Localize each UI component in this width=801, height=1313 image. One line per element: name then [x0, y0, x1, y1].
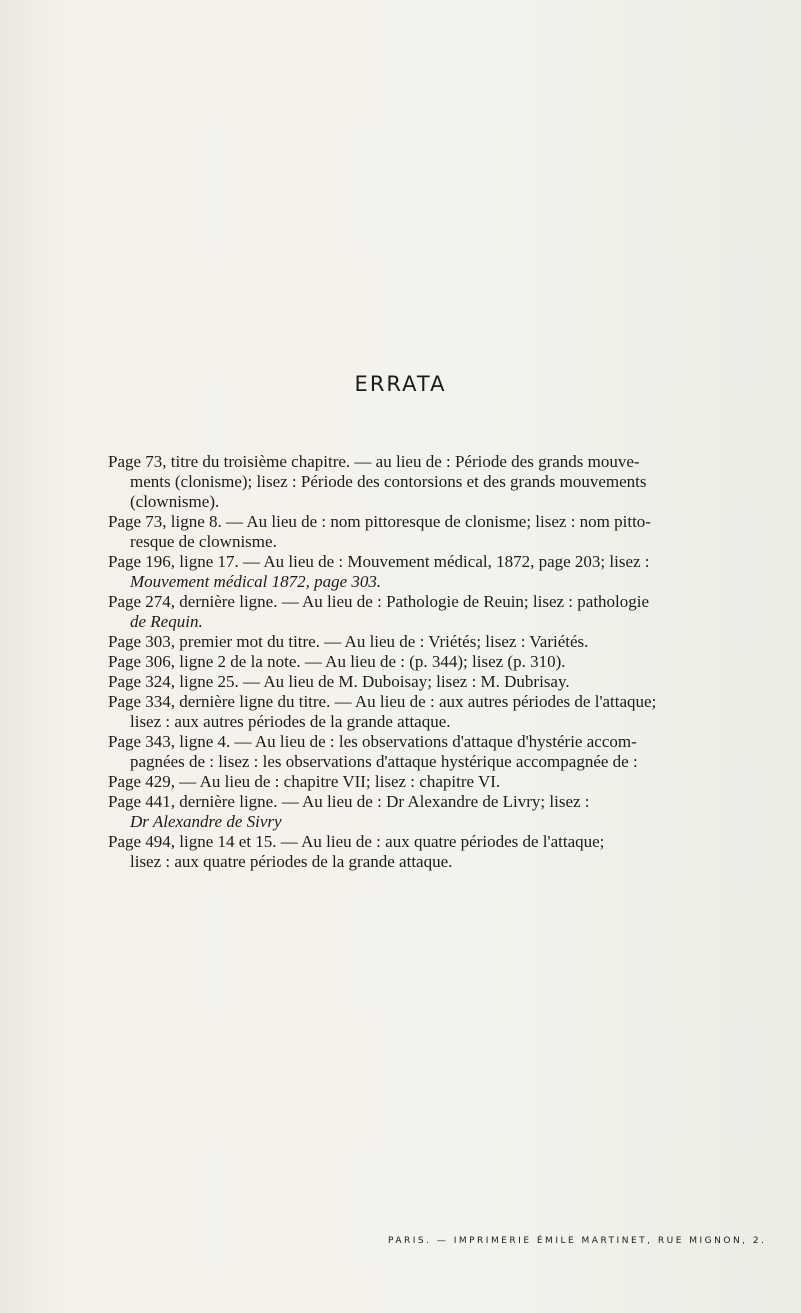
printer-imprint: PARIS. — IMPRIMERIE ÉMILE MARTINET, RUE MIGNON, 2.	[388, 1236, 767, 1246]
entry-line: Page 441, dernière ligne. — Au lieu de : Dr Alexandre de Livry; lisez :	[108, 792, 590, 811]
entry-line: Page 303, premier mot du titre. — Au lieu de : Vriétés; lisez : Variétés.	[108, 632, 589, 651]
entry-line: Page 334, dernière ligne du titre. — Au lieu de : aux autres périodes de l'attaque;	[108, 692, 657, 711]
entry-line: Page 306, ligne 2 de la note. — Au lieu de : (p. 344); lisez (p. 310).	[108, 652, 566, 671]
entry-line: ments (clonisme); lisez : Période des contorsions et des grands mouvements	[130, 472, 647, 491]
errata-entry	[108, 552, 708, 592]
errata-entry	[108, 652, 708, 672]
entry-line: pagnées de : lisez : les observations d'attaque hystérique accompagnée de :	[130, 752, 638, 771]
entry-line: resque de clownisme.	[130, 532, 277, 551]
entry-line: Page 324, ligne 25. — Au lieu de M. Duboisay; lisez : M. Dubrisay.	[108, 672, 570, 691]
entry-line: Page 274, dernière ligne. — Au lieu de : Pathologie de Reuin; lisez : pathologie	[108, 592, 650, 611]
errata-entry	[108, 632, 708, 652]
entry-line: Page 343, ligne 4. — Au lieu de : les observations d'attaque d'hystérie accom-	[108, 732, 637, 751]
entry-line: Page 73, titre du troisième chapitre. — au lieu de : Période des grands mouve-	[108, 452, 640, 471]
errata-entry	[108, 452, 708, 512]
entry-line: lisez : aux quatre périodes de la grande attaque.	[130, 852, 453, 871]
entry-line: Page 73, ligne 8. — Au lieu de : nom pittoresque de clonisme; lisez : nom pitto-	[108, 512, 651, 531]
page-title: ERRATA	[354, 372, 447, 396]
errata-entry	[108, 832, 708, 872]
errata-entry	[108, 692, 708, 732]
entry-line: Mouvement médical 1872, page 303.	[130, 572, 382, 591]
entry-line: lisez : aux autres périodes de la grande attaque.	[130, 712, 451, 731]
errata-entry	[108, 672, 708, 692]
entry-line: de Requin.	[130, 612, 203, 631]
entry-line: Page 494, ligne 14 et 15. — Au lieu de : aux quatre périodes de l'attaque;	[108, 832, 605, 851]
entry-line: Page 196, ligne 17. — Au lieu de : Mouvement médical, 1872, page 203; lisez :	[108, 552, 650, 571]
errata-entry	[108, 792, 708, 832]
errata-entry	[108, 732, 708, 772]
errata-entry	[108, 512, 708, 552]
entry-line: Page 429, — Au lieu de : chapitre VII; lisez : chapitre VI.	[108, 772, 501, 791]
errata-entry	[108, 592, 708, 632]
entry-line: Dr Alexandre de Sivry	[130, 812, 282, 831]
errata-list	[108, 452, 708, 872]
entry-line: (clownisme).	[130, 492, 220, 511]
errata-entry	[108, 772, 708, 792]
